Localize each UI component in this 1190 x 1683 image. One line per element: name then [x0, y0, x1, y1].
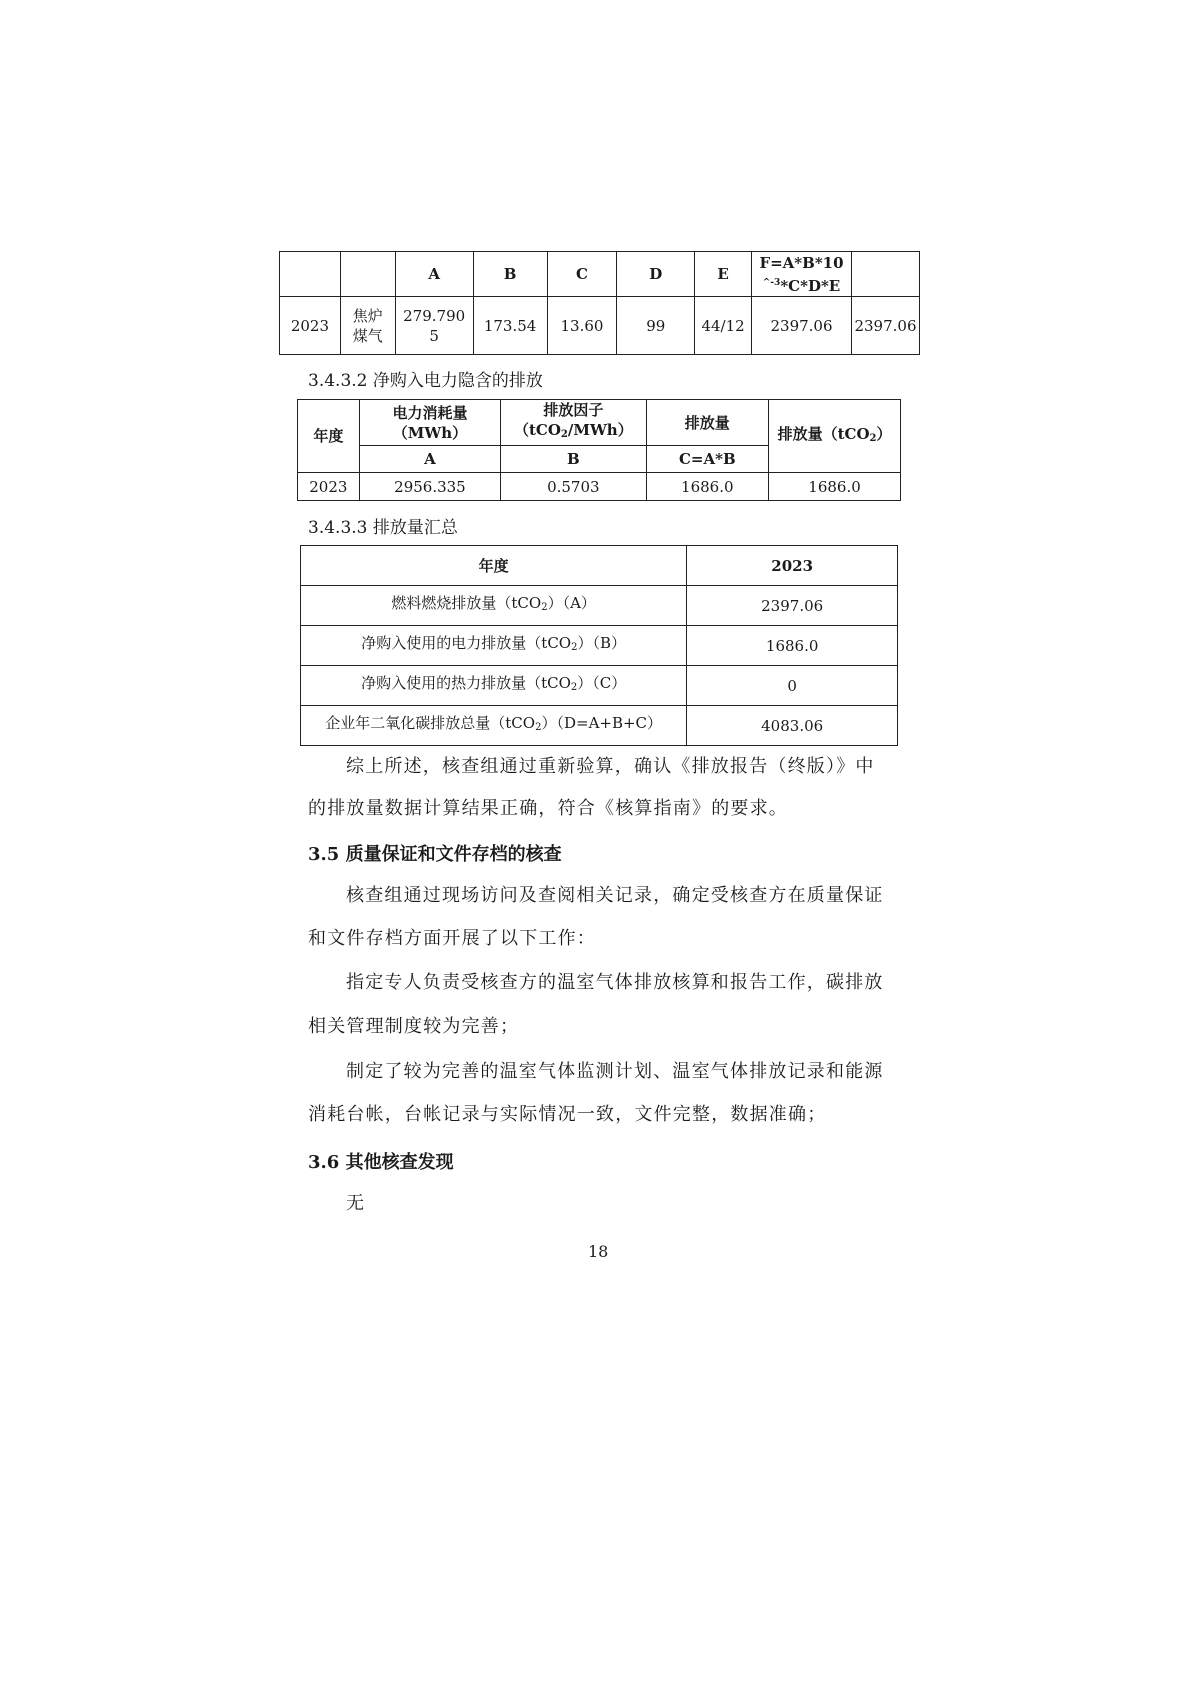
header-factor-unit-sub: 2	[560, 429, 568, 440]
value-d-cell: 99	[617, 297, 695, 355]
header-factor	[501, 400, 646, 446]
fuel-combustion-table	[279, 251, 920, 355]
table-header-row	[298, 400, 901, 446]
factor-cell: 0.5703	[501, 473, 646, 501]
table-header-row	[301, 546, 898, 586]
year-cell: 2023	[298, 473, 360, 501]
value-a-line-2: 5	[429, 326, 439, 345]
row-label-a: 燃料燃烧排放量（tCO	[391, 594, 542, 612]
value-e-cell: 44/12	[695, 297, 752, 355]
page-number: 18	[588, 1242, 609, 1261]
table-row	[280, 297, 920, 355]
header-cell-b: B	[473, 252, 547, 297]
header-factor-unit-b: /MWh）	[567, 421, 633, 439]
paragraph-3-line-2: 相关管理制度较为完善；	[308, 1016, 520, 1037]
formula-exponent: ^-3	[762, 277, 781, 288]
header-year: 年度	[298, 400, 360, 473]
paragraph-2-line-1: 核查组通过现场访问及查阅相关记录，确定受核查方在质量保证	[346, 885, 884, 906]
header-power-line-2: （MWh）	[392, 423, 468, 442]
header-cell-empty-2	[340, 252, 395, 297]
formula-part-1: F=A*B*10	[759, 253, 844, 272]
row-value: 1686.0	[687, 626, 898, 666]
row-label	[301, 626, 687, 666]
row-label-b: ）（A）	[547, 594, 596, 612]
header-emission-t-b: ）	[876, 424, 892, 443]
row-label-sub: 2	[541, 602, 548, 613]
row-label-sub: 2	[535, 722, 542, 733]
header-factor-unit-a: （tCO	[513, 421, 561, 439]
header-emission-t-a: 排放量（tCO	[777, 424, 870, 443]
row-label-sub: 2	[571, 642, 578, 653]
row-value: 2397.06	[687, 586, 898, 626]
emission-t-cell: 1686.0	[769, 473, 901, 501]
header-cell-c: C	[547, 252, 617, 297]
row-label-sub: 2	[570, 682, 578, 693]
value-c-cell: 13.60	[547, 297, 617, 355]
section-heading-35: 3.5 质量保证和文件存档的核查	[308, 844, 562, 865]
emission-cell: 1686.0	[646, 473, 769, 501]
value-a-line-1: 279.790	[403, 306, 466, 325]
paragraph-5: 无	[346, 1193, 366, 1214]
subheader-a: A	[359, 446, 500, 473]
paragraph-3-line-1: 指定专人负责受核查方的温室气体排放核算和报告工作，碳排放	[346, 972, 884, 993]
paragraph-1-line-2: 的排放量数据计算结果正确，符合《核算指南》的要求。	[308, 798, 788, 819]
row-label-b: ）（B）	[577, 634, 627, 652]
section-heading-36: 3.6 其他核查发现	[308, 1152, 454, 1173]
row-label	[301, 666, 687, 706]
table-header-row	[280, 252, 920, 297]
header-factor-line-1: 排放因子	[543, 401, 604, 419]
formula-part-2: *C*D*E	[780, 276, 841, 295]
header-label: 年度	[301, 546, 687, 586]
section-heading-3433: 3.4.3.3 排放量汇总	[308, 518, 458, 538]
fuel-line-1: 焦炉	[352, 306, 383, 325]
table-row	[301, 586, 898, 626]
subheader-b: B	[501, 446, 646, 473]
section-heading-3432: 3.4.3.2 净购入电力隐含的排放	[308, 371, 543, 391]
value-f-cell: 2397.06	[752, 297, 852, 355]
value-b-cell: 173.54	[473, 297, 547, 355]
row-value: 0	[687, 666, 898, 706]
row-label	[301, 706, 687, 746]
header-emission-t	[769, 400, 901, 473]
row-label-b: ）（D=A+B+C）	[541, 714, 663, 732]
paragraph-2-line-2: 和文件存档方面开展了以下工作：	[308, 928, 596, 949]
header-emission-t-sub: 2	[869, 432, 877, 444]
header-power	[359, 400, 500, 446]
paragraph-4-line-1: 制定了较为完善的温室气体监测计划、温室气体排放记录和能源	[346, 1061, 884, 1082]
emission-summary-table	[300, 545, 898, 746]
row-label	[301, 586, 687, 626]
table-row	[301, 706, 898, 746]
paragraph-4-line-2: 消耗台帐，台帐记录与实际情况一致，文件完整，数据准确；	[308, 1104, 827, 1125]
subheader-c: C=A*B	[646, 446, 769, 473]
header-emission: 排放量	[646, 400, 769, 446]
header-cell-empty-1	[280, 252, 341, 297]
header-cell-d: D	[617, 252, 695, 297]
electricity-emission-table	[297, 399, 901, 501]
row-label-b: ）（C）	[577, 674, 627, 692]
value-g-cell: 2397.06	[851, 297, 919, 355]
paragraph-1-line-1: 综上所述，核查组通过重新验算，确认《排放报告（终版）》中	[346, 756, 875, 777]
header-cell-a: A	[395, 252, 473, 297]
row-label-a: 净购入使用的电力排放量（tCO	[361, 634, 572, 652]
table-row	[298, 473, 901, 501]
fuel-line-2: 煤气	[352, 326, 383, 345]
header-cell-f	[752, 252, 852, 297]
header-power-line-1: 电力消耗量	[392, 403, 468, 422]
header-cell-empty-3	[851, 252, 919, 297]
header-year: 2023	[687, 546, 898, 586]
fuel-cell	[340, 297, 395, 355]
year-cell: 2023	[280, 297, 341, 355]
row-value: 4083.06	[687, 706, 898, 746]
power-cell: 2956.335	[359, 473, 500, 501]
header-cell-e: E	[695, 252, 752, 297]
row-label-a: 净购入使用的热力排放量（tCO	[361, 674, 571, 692]
table-row	[301, 666, 898, 706]
value-a-cell	[395, 297, 473, 355]
row-label-a: 企业年二氧化碳排放总量（tCO	[325, 714, 536, 732]
table-row	[301, 626, 898, 666]
